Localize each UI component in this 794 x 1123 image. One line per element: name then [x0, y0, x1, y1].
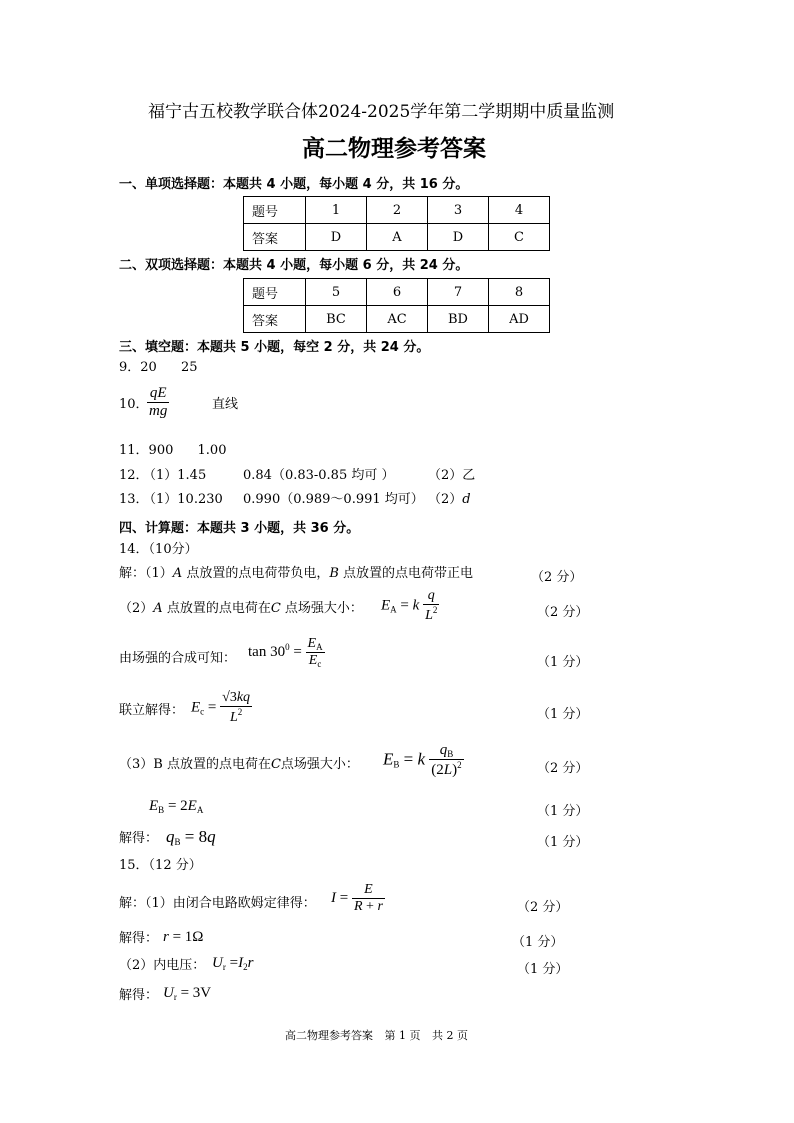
text: （3）B 点放置的点电荷在: [119, 757, 271, 772]
score-label: （1 分）: [537, 707, 589, 722]
numerator: qE: [149, 385, 167, 401]
score-label: （2 分）: [537, 761, 589, 776]
table-cell: BC: [306, 306, 367, 333]
table-cell: 1: [306, 197, 367, 224]
score-label: （1 分）: [517, 962, 569, 977]
footer-title: 高二物理参考答案: [285, 1029, 373, 1042]
q15-line4-text: 解得：: [119, 988, 159, 1003]
question-number: 11．: [119, 443, 149, 458]
q14-line1: [119, 566, 473, 582]
formula-tan30: $\tan 30^0$ = $\frac{E_A}{E_c}$: [248, 636, 323, 669]
table-cell: C: [489, 224, 550, 251]
table-row: [244, 279, 550, 306]
answer-value: 直线: [212, 397, 239, 412]
table-cell: D: [306, 224, 367, 251]
school-header: 福宁古五校教学联合体2024-2025学年第二学期期中质量监测: [148, 102, 615, 122]
table-cell: 答案: [244, 306, 306, 333]
section3-heading: 三、填空题：本题共 5 小题，每空 2 分，共 24 分。: [119, 340, 430, 355]
section4-heading: 四、计算题：本题共 3 小题，共 36 分。: [119, 521, 360, 536]
formula-EA: $E_A = k$ $\frac{q}{L^2}$: [381, 588, 438, 623]
text: 点场强大小：: [280, 757, 359, 772]
answer-value: 25: [180, 360, 198, 375]
question-number: 9．: [119, 360, 141, 375]
answer-9: [119, 360, 198, 376]
table-cell: AD: [489, 306, 550, 333]
table-cell: 题号: [244, 197, 306, 224]
answer-value: 0.990（0.989～0.991 均可）: [243, 492, 424, 507]
q14-line5: [119, 757, 359, 773]
q15-line2-text: 解得：: [119, 931, 159, 946]
q14-line2: [119, 601, 363, 617]
answer-value: （1）1.45: [143, 468, 207, 483]
variable: A: [153, 601, 163, 616]
section1-heading: 一、单项选择题：本题共 4 小题，每小题 4 分，共 16 分。: [119, 177, 469, 192]
q14-line4-text: 联立解得：: [119, 703, 185, 718]
table-cell: AC: [367, 306, 428, 333]
fraction: [147, 385, 169, 420]
question-number: 12．: [119, 468, 149, 483]
table-cell: BD: [428, 306, 489, 333]
denominator: mg: [149, 403, 168, 419]
section2-answer-table: [243, 278, 550, 333]
table-cell: 8: [489, 279, 550, 306]
variable: A: [172, 566, 183, 581]
variable: B: [329, 566, 339, 581]
footer-total: 共 2 页: [432, 1029, 468, 1042]
question-number: 13．: [119, 492, 149, 507]
answer-value: 900: [148, 443, 174, 458]
text: 点放置的点电荷在: [166, 601, 271, 616]
table-cell: D: [428, 224, 489, 251]
score-label: （1 分）: [537, 804, 589, 819]
answer-value: （2）乙: [428, 468, 476, 483]
table-cell: 2: [367, 197, 428, 224]
section1-answer-table: [243, 196, 550, 251]
formula-Ur: $U_r =I_2r$: [212, 955, 254, 972]
page-title: 高二物理参考答案: [302, 136, 486, 162]
q14-line3-text: 由场强的合成可知：: [119, 651, 237, 666]
table-cell: 5: [306, 279, 367, 306]
table-row: [244, 224, 550, 251]
answer-value: 20: [140, 360, 157, 375]
question-14-title: 14．（10分）: [119, 542, 198, 557]
score-label: （2 分）: [537, 605, 589, 620]
formula-Ur-value: $U_r = 3V$: [163, 985, 212, 1002]
formula-EB-2EA: $E_B = 2E_A$: [149, 798, 204, 815]
question-number: 10．: [119, 397, 149, 412]
answer-10-fraction: [147, 385, 169, 420]
table-row: [244, 306, 550, 333]
table-cell: 4: [489, 197, 550, 224]
formula-r: r = 1Ω: [163, 929, 204, 945]
table-cell: 题号: [244, 279, 306, 306]
formula-qB: $q_B = 8q$: [166, 827, 216, 847]
question-15-title: 15．（12 分）: [119, 858, 202, 873]
text: 点场强大小：: [284, 601, 363, 616]
table-cell: 3: [428, 197, 489, 224]
table-cell: 7: [428, 279, 489, 306]
q15-line3-text: （2）内电压：: [119, 958, 206, 973]
score-label: （1 分）: [512, 935, 564, 950]
answer-11: [119, 443, 226, 459]
text: 点放置的点电荷带负电，: [186, 566, 330, 581]
section2-heading: 二、双项选择题：本题共 4 小题，每小题 6 分，共 24 分。: [119, 258, 469, 273]
answer-value: （2）: [428, 492, 463, 507]
variable: C: [270, 757, 281, 772]
footer-page: 第 1 页: [384, 1029, 421, 1042]
variable: d: [462, 492, 471, 507]
answer-value: （1）10.230: [143, 492, 223, 507]
formula-Ec: $E_c$ = $\frac{√3kq}{L^2}$: [191, 690, 251, 725]
page-footer: [285, 1027, 468, 1043]
table-cell: 答案: [244, 224, 306, 251]
answer-value: 1.00: [197, 443, 227, 458]
answer-value: 0.84（0.83-0.85 均可 ）: [243, 468, 395, 483]
formula-ohm: I = $\frac{E}{R + r}$: [331, 882, 383, 914]
score-label: （2 分）: [531, 570, 583, 585]
score-label: （2 分）: [517, 900, 569, 915]
q15-line1-text: 解：（1）由闭合电路欧姆定律得：: [119, 896, 316, 911]
answer-13-part2: [428, 492, 471, 508]
score-label: （1 分）: [537, 835, 589, 850]
table-cell: A: [367, 224, 428, 251]
formula-EB: $E_B = k$ $\frac{q_B}{(2L)^2}$: [383, 742, 462, 778]
variable: C: [270, 601, 281, 616]
table-row: [244, 197, 550, 224]
table-cell: 6: [367, 279, 428, 306]
text: （2）: [119, 601, 154, 616]
score-label: （1 分）: [537, 655, 589, 670]
q14-line7-text: 解得：: [119, 831, 159, 846]
text: 解：（1）: [119, 566, 173, 581]
text: 点放置的点电荷带正电: [343, 566, 474, 581]
